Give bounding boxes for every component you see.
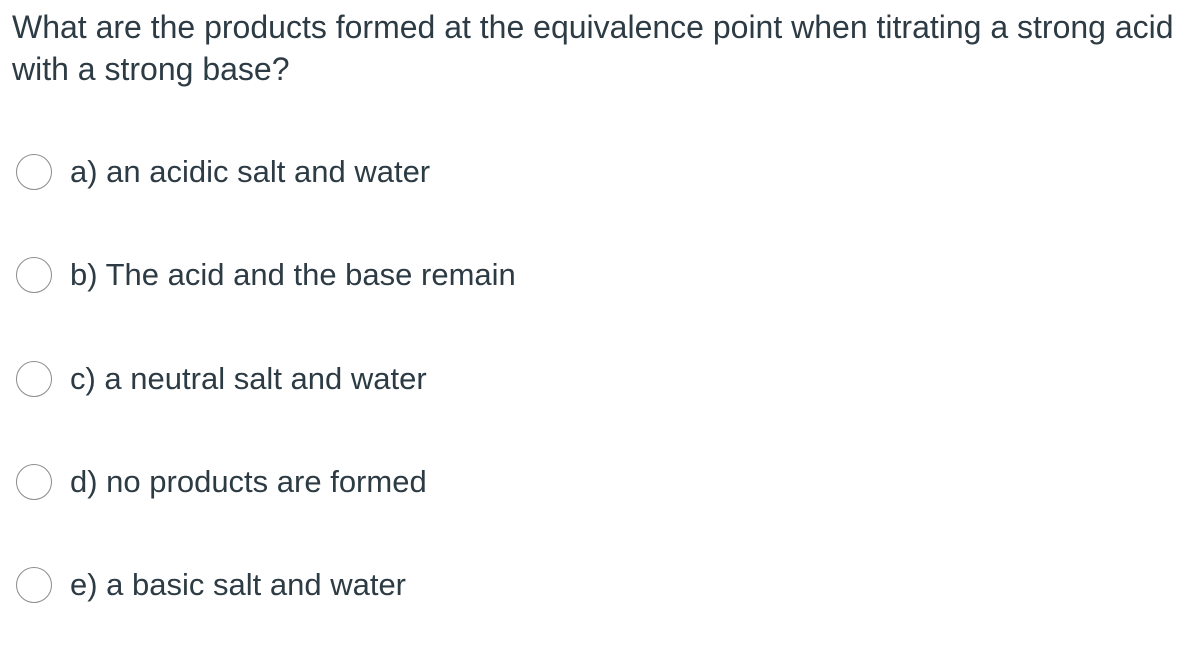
answer-label-e: e) a basic salt and water [70,567,407,602]
radio-button-b[interactable] [16,257,52,293]
radio-button-d[interactable] [16,464,52,500]
answer-label-d: d) no products are formed [70,464,427,499]
answer-label-c: c) a neutral salt and water [70,361,427,396]
answer-option-d[interactable] [16,462,427,502]
radio-button-a[interactable] [16,154,52,190]
answer-option-e[interactable] [16,565,406,605]
answer-label-a: a) an acidic salt and water [70,154,431,189]
answer-option-a[interactable] [16,152,430,192]
question-text: What are the products formed at the equivalence point when titrating a strong acid with a strong base? [12,9,1174,87]
answer-option-b[interactable] [16,255,516,295]
radio-button-c[interactable] [16,361,52,397]
answer-option-c[interactable] [16,359,427,399]
answer-label-b: b) The acid and the base remain [70,257,516,292]
radio-button-e[interactable] [16,567,52,603]
